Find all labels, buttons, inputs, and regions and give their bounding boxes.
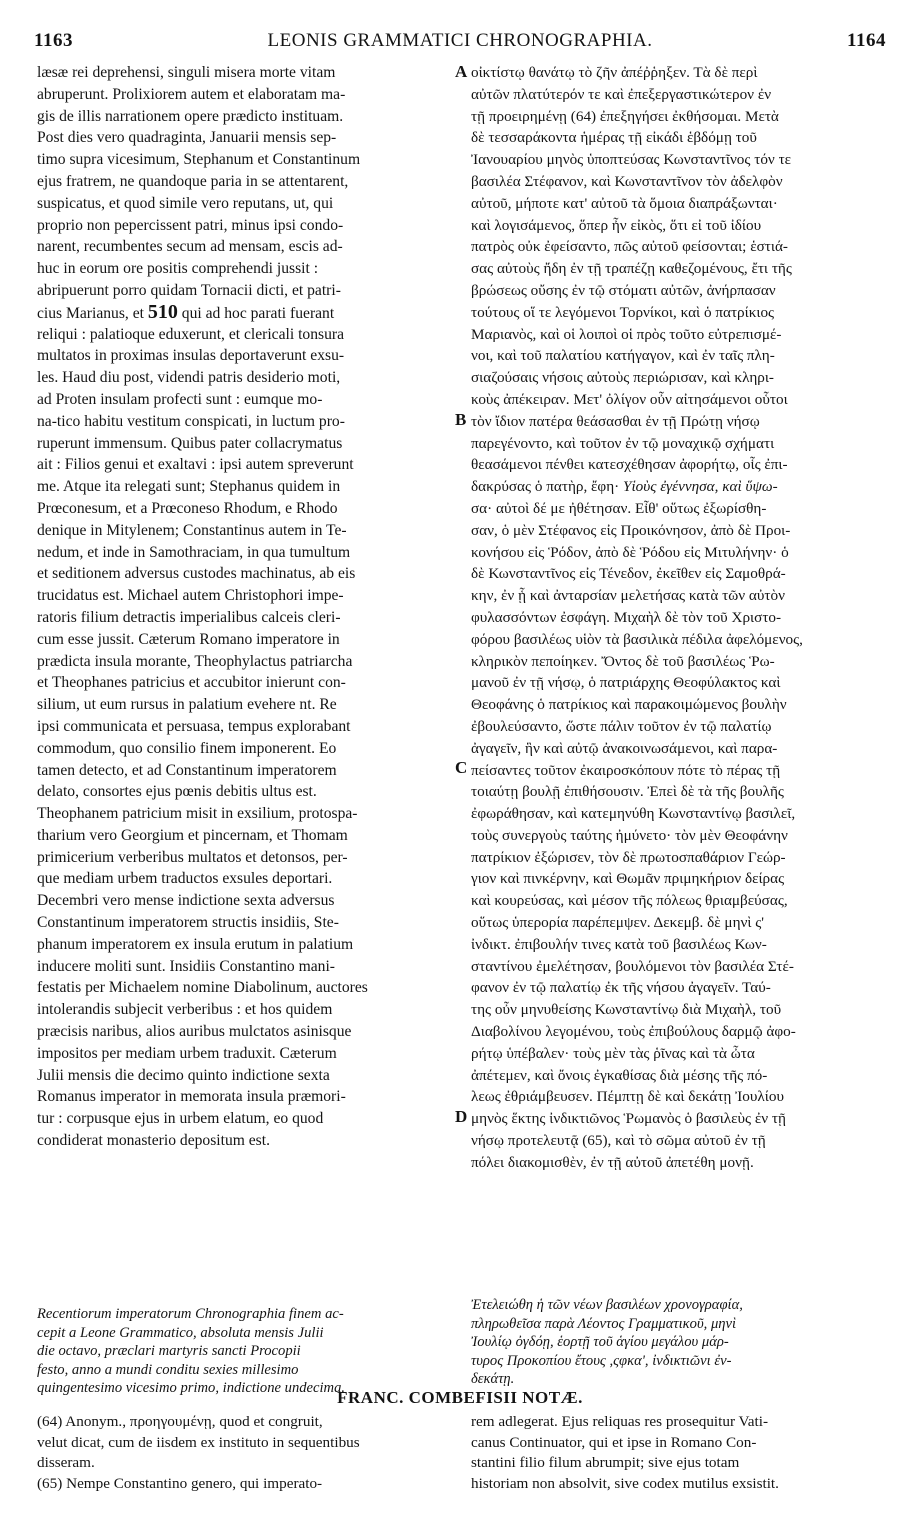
greek-text-line: σα· αὐτοὶ δέ με ἠθέτησαν. Εἶθ' οὕτως ἐξωρίσθη- bbox=[471, 499, 767, 517]
latin-text-line: inducere moliti sunt. Insidiis Constantino mani- bbox=[37, 957, 335, 975]
latin-text-line: multatos in proximas insulas deportaverunt exsu- bbox=[37, 347, 345, 365]
latin-text-line: et Theophanes patricius et accubitor inierunt con- bbox=[37, 674, 346, 692]
latin-text-line: ad Proten insulam profecti sunt : eumque mo- bbox=[37, 390, 323, 408]
latin-text-line: et seditionem adversus custodes machinatus, ab eis bbox=[37, 565, 356, 583]
note-line: disseram. bbox=[37, 1454, 95, 1472]
latin-text-line: Theophanem patricium misit in exsilium, protospa- bbox=[37, 805, 358, 823]
colophon-greek-line: Ἐτελειώθη ἡ τῶν νέων βασιλέων χρονογραφία, bbox=[471, 1297, 743, 1313]
latin-text-line: tamen detecto, et ad Constantinum imperatorem bbox=[37, 761, 337, 779]
greek-text-line: Θεοφάνης ὁ πατρίκιος καὶ παρακοιμώμενος βουλὴν bbox=[471, 696, 787, 714]
greek-text-line: ἀπέτεμεν, καὶ ὄνοις ἐγκαθίσας διὰ μέσης τῆς πό- bbox=[471, 1066, 768, 1084]
latin-text-line: Post dies vero quadraginta, Januarii mensis sep- bbox=[37, 129, 337, 147]
greek-text-line: νήσῳ προτελευτᾷ (65), καὶ τὸ σῶμα αὐτοῦ ἐν τῇ bbox=[471, 1132, 766, 1150]
greek-text-line: πείσαντες τοῦτον ἐκαιροσκόπουν πότε τὸ πέρας τῇ bbox=[471, 761, 781, 779]
greek-text-line: γιον καὶ πινκέρνην, καὶ Θωμᾶν πριμηκήριον δείρας bbox=[471, 870, 785, 888]
latin-text-line: Decembri vero mense indictione sexta adversus bbox=[37, 892, 335, 910]
margin-marker-d: D bbox=[455, 1107, 468, 1126]
greek-text-line: σαν, ὁ μὲν Στέφανος εἰς Προικόνησον, ἀπὸ δὲ Προι- bbox=[471, 521, 791, 539]
latin-text-line: nedum, et inde in Samothraciam, in qua tumultum bbox=[37, 543, 351, 561]
greek-text-line: θεασάμενοι πένθει κατεσχέθησαν ἀφορήτῳ, οἷς ἐπι- bbox=[471, 456, 788, 474]
colophon-greek-line: Ἰουλίῳ ὀγδόῃ, ἑορτῇ τοῦ ἁγίου μεγάλου μάρ- bbox=[471, 1334, 729, 1351]
greek-text-line: φανον ἐν τῷ παλατίῳ ἐκ τῆς νήσου ἀγαγεῖν. Ταύ- bbox=[471, 979, 771, 997]
colophon-greek-line: τυρος Προκοπίου ἔτους ,ςφκα', ἰνδικτιῶνι ἐν- bbox=[471, 1352, 732, 1369]
latin-text-line: prædicta insula morante, Theophylactus patriarcha bbox=[37, 652, 353, 670]
latin-text-line: tharium vero Georgium et pincernam, et Thomam bbox=[37, 826, 348, 844]
greek-text-line: παρεγένοντο, καὶ τοῦτον ἐν τῷ μοναχικῷ σχήματι bbox=[471, 434, 775, 452]
colophon-latin-line: die octavo, præclari martyris sancti Procopii bbox=[37, 1343, 301, 1360]
latin-text-line: impositos per mediam urbem traduxit. Cæterum bbox=[37, 1044, 337, 1062]
greek-text-line: σας αὐτοὺς ἤδη ἐν τῇ τραπέζῃ καθεζομένους, ἔτι τῆς bbox=[471, 260, 792, 278]
latin-text-line: delato, consortes ejus pœnis debitis ultus est. bbox=[37, 783, 317, 801]
greek-text-line: δὲ τεσσαράκοντα ἡμέρας τῇ εἰκάδι ἑβδόμῃ τοῦ bbox=[471, 129, 757, 147]
notes-left-column bbox=[37, 1412, 455, 1494]
latin-text-line: narent, recumbentes secum ad mensam, escis ad- bbox=[37, 238, 343, 256]
colophon-greek-line: πληρωθεῖσα παρὰ Λέοντος Γραμματικοῦ, μηνὶ bbox=[471, 1315, 737, 1332]
latin-text-line: ait : Filios genui et exaltavi : ipsi autem spreverunt bbox=[37, 456, 354, 474]
latin-text-line: huc in eorum ore positis comprehendi jussit : bbox=[37, 260, 319, 278]
latin-text-line: tur : corpusque ejus in urbem elatum, eo quod bbox=[37, 1110, 324, 1128]
greek-text-line: φυλασσόντων ἐσφάγη. Μιχαὴλ δὲ τὸν τοῦ Χριστο- bbox=[471, 608, 782, 626]
page-header bbox=[34, 30, 886, 58]
latin-text-line: ipsi communicata et persuasa, tempus explorabant bbox=[37, 717, 351, 735]
page-number-left: 1163 bbox=[34, 30, 73, 51]
greek-text-line: καὶ κουρεύσας, καὶ μέσον τῆς πόλεως θριαμβεύσας, bbox=[471, 892, 788, 910]
greek-column bbox=[471, 62, 887, 1174]
latin-text-line: abruperunt. Prolixiorem autem et elaboratam ma- bbox=[37, 85, 346, 103]
greek-text-line: δὲ Κωνσταντῖνος εἰς Τένεδον, ἐκεῖθεν εἰς Σαμοθρά- bbox=[471, 565, 786, 583]
greek-text-line: της οὖν μηνυθείσης Κωνσταντίνῳ διὰ Μιχαὴλ, τοῦ bbox=[471, 1001, 782, 1019]
latin-text-line: intolerandis subjecit verberibus : et hos quidem bbox=[37, 1001, 333, 1019]
greek-text-line: Διαβολίνου λεγομένου, τοὺς ἐπιβούλους δαρμῷ ἀφο- bbox=[471, 1023, 796, 1041]
greek-text-line: σταντίνου ἐμελέτησαν, βουλόμενοι τὸν βασιλέα Στέ- bbox=[471, 957, 794, 975]
greek-text-line: μανοῦ ἐν τῇ νήσῳ, ὁ πατριάρχης Θεοφύλακτος καὶ bbox=[471, 674, 781, 692]
greek-text-line: λεως ἐθριάμβευσεν. Πέμπτῃ δὲ καὶ δεκάτῃ Ἰουλίου bbox=[471, 1088, 784, 1106]
greek-text-line: τούτους οἵ τε λεγόμενοι Τορνίκοι, καὶ ὁ πατρίκιος bbox=[471, 303, 775, 321]
margin-marker-b: B bbox=[455, 410, 467, 429]
greek-text-line: τοιαύτῃ βουλῇ ἐπιθήσουσιν. Ἐπεὶ δὲ τὰ τῆς βουλῆς bbox=[471, 783, 784, 801]
note-line: historiam non absolvit, sive codex mutilus exsistit. bbox=[471, 1474, 779, 1492]
greek-line-start: δακρύσας ὁ πατὴρ, ἔφη· bbox=[471, 478, 620, 496]
colophon-latin bbox=[37, 1305, 457, 1398]
latin-text-line: Constantinum imperatorem structis insidiis, Ste- bbox=[37, 914, 339, 932]
greek-text-line: τὸν ἴδιον πατέρα θεάσασθαι ἐν τῇ Πρώτῃ νήσῳ bbox=[471, 412, 760, 430]
margin-marker-a: A bbox=[455, 62, 468, 81]
greek-text-line bbox=[471, 476, 887, 498]
latin-text-line: ruperunt immensum. Quibus pater collacrymatus bbox=[37, 434, 343, 452]
greek-text-line: ἀγαγεῖν, ἣν καὶ αὐτῷ ἀνακοινωσάμενοι, καὶ παρα- bbox=[471, 739, 778, 757]
colophon-latin-line: festo, anno a mundi conditu sexies millesimo bbox=[37, 1361, 299, 1378]
greek-text-line: βασιλέα Στέφανον, καὶ Κωνσταντῖνον τὸν ἀδελφὸν bbox=[471, 172, 783, 190]
greek-text-line: φόρου βασιλέως υἱὸν τὰ βασιλικὰ πέδιλα ἀφελόμενος, bbox=[471, 630, 803, 648]
greek-text-line: κην, ἐν ᾗ καὶ ἀνταρσίαν μελετήσας κατὰ τῶν αὐτὸν bbox=[471, 587, 785, 605]
greek-text-line: σιαζούσαις νήσοις αὐτοὺς περιώρισαν, καὶ κληρι- bbox=[471, 369, 774, 387]
greek-text-line: Μαριανὸς, καὶ οἱ λοιποὶ οἱ πρὸς τοῦτο εὐτρεπισμέ- bbox=[471, 325, 782, 343]
note-line: (64) Anonym., προηγουμένῃ, quod et congruit, bbox=[37, 1413, 323, 1430]
running-title: LEONIS GRAMMATICI CHRONOGRAPHIA. bbox=[267, 30, 653, 51]
colophon-latin-line: quingentesimo vicesimo primo, indictione undecima. bbox=[37, 1380, 346, 1397]
note-line: canus Continuator, qui et ipse in Romano Con- bbox=[471, 1433, 757, 1451]
colophon-latin-line: Recentiorum imperatorum Chronographia finem ac- bbox=[37, 1306, 344, 1322]
greek-text-line: οἰκτίστῳ θανάτῳ τὸ ζῆν ἀπέῤῥηξεν. Τὰ δὲ περὶ bbox=[471, 64, 758, 81]
greek-text-line: βρώσεως οὔσης ἐν τῷ στόματι αὐτῶν, ἀνήρπασαν bbox=[471, 281, 776, 299]
latin-text-line: Prœconesum, et a Prœconeso Rhodum, e Rhodo bbox=[37, 499, 338, 517]
greek-text-line: ἐβουλεύσαντο, ὥστε πάλιν τοῦτον ἐν τῷ παλατίῳ bbox=[471, 717, 772, 735]
latin-text-line: suspicatus, et quod simile vero reputans, ut, qui bbox=[37, 194, 334, 212]
greek-text-line: κληρικὸν πεποίηκεν. Ὄντος δὲ τοῦ βασιλέως Ῥω- bbox=[471, 652, 775, 670]
latin-text-line: primicerium verberibus multatos et detonsos, per- bbox=[37, 848, 348, 866]
greek-text-line: τοὺς συνεργοὺς ταύτης ἠμύνετο· τὸν μὲν Θεοφάνην bbox=[471, 826, 788, 844]
note-line: stantini filio filum abrumpit; sive ejus totam bbox=[471, 1454, 740, 1472]
latin-text-line: phanum imperatorem ex insula erutum in palatium bbox=[37, 935, 354, 953]
greek-text-line: κοὺς ἀπέκειραν. Μετ' ὀλίγον οὖν αἰτησάμενοι οὗτοι bbox=[471, 390, 788, 408]
latin-text-line: que mediam urbem traductos exsules deportari. bbox=[37, 870, 333, 888]
greek-text-line: Ἰανουαρίου μηνὸς ὑποπτεύσας Κωνσταντῖνος τόν τε bbox=[471, 151, 792, 169]
greek-text-line: τῇ προειρημένῃ (64) ἐπεξηγήσει ἐκθήσομαι. Μετὰ bbox=[471, 107, 779, 125]
latin-text-line: proprio non pepercissent patri, minus ipsi condo- bbox=[37, 216, 344, 234]
greek-quote: Υἱοὺς ἐγέννησα, καὶ ὕψω- bbox=[623, 478, 778, 496]
column-number-510: 510 bbox=[147, 301, 178, 323]
latin-text-line: festatis per Michaelem nomine Diabolinum, auctores bbox=[37, 979, 368, 997]
note-line: rem adlegerat. Ejus reliquas res prosequitur Vati- bbox=[471, 1413, 769, 1430]
latin-text-line: abripuerunt porro quidam Tornacii dicti, et patri- bbox=[37, 281, 341, 299]
greek-text-line: αὐτῶν πλατύτερόν τε καὶ ἐπεξεργαστικώτερον ἐν bbox=[471, 85, 772, 103]
latin-text-line: Julii mensis die decimo quinto indictione sexta bbox=[37, 1066, 330, 1084]
latin-text-line: commodum, quo consilio finem imponerent. Eo bbox=[37, 739, 337, 757]
latin-text-line: condiderat monasterio depositum est. bbox=[37, 1132, 270, 1150]
colophon-greek bbox=[471, 1296, 887, 1389]
latin-text-line: Romanus imperator in memorata insula præmori- bbox=[37, 1088, 346, 1106]
greek-text-line: αὐτοῦ, μήποτε κατ' αὐτοῦ τὰ ὅμοια διαπράξωνται· bbox=[471, 194, 778, 212]
latin-text-line bbox=[37, 302, 453, 324]
greek-text-line: ἐφωράθησαν, καὶ κατεμηνύθη Κωνσταντίνῳ βασιλεῖ, bbox=[471, 805, 796, 823]
colophon-latin-line: cepit a Leone Grammatico, absoluta mensis Julii bbox=[37, 1324, 324, 1341]
latin-text-line: læsæ rei deprehensi, singuli misera morte vitam bbox=[37, 64, 336, 81]
greek-text-line: καὶ λογισάμενος, ὅπερ ἦν εἰκὸς, ὅτι εἰ τοῦ ἰδίου bbox=[471, 216, 762, 234]
notes-right-column bbox=[471, 1412, 887, 1494]
greek-text-line: νοι, καὶ τοῦ παλατίου κατήγαγον, καὶ ἐν ταῖς πλη- bbox=[471, 347, 775, 365]
latin-text-line: silium, ut eum rursus in palatium evehere nt. Re bbox=[37, 696, 337, 714]
page-number-right: 1164 bbox=[847, 30, 886, 51]
latin-text-line: ratoris filium detractis imperialibus calceis cleri- bbox=[37, 608, 341, 626]
latin-text-line: cum esse jussit. Cæterum Romano imperatore in bbox=[37, 630, 340, 648]
latin-text-line: na-tico habitu vestitum conspicati, in luctum pro- bbox=[37, 412, 345, 430]
margin-marker-c: C bbox=[455, 758, 468, 777]
latin-text-line: gis de illis narrationem opere prædicto instituam. bbox=[37, 107, 344, 125]
greek-text-line: μηνὸς ἕκτης ἰνδικτιῶνος Ῥωμανὸς ὁ βασιλεὺς ἐν τῇ bbox=[471, 1110, 786, 1128]
greek-text-line: πατρίκιον ἐξώρισεν, τὸν δὲ πρωτοσπαθάριον Γεώρ- bbox=[471, 848, 786, 866]
latin-text-line: me. Atque ita relegati sunt; Stephanus quidem in bbox=[37, 478, 341, 496]
note-line: (65) Nempe Constantino genero, qui imperato- bbox=[37, 1474, 323, 1492]
greek-text-line: ρήτῳ ὑπέβαλεν· τοὺς μὲν τὰς ῥῖνας καὶ τὰ ὦτα bbox=[471, 1044, 755, 1062]
latin-text-line: ejus fratrem, ne quandoque paria in se attentarent, bbox=[37, 172, 349, 190]
latin-line-start: cius Marianus, et bbox=[37, 304, 144, 322]
latin-column bbox=[37, 62, 453, 1152]
latin-text-line: præcisis naribus, alios auribus mulctatos asinisque bbox=[37, 1023, 352, 1041]
note-line: velut dicat, cum de iisdem ex instituto in sequentibus bbox=[37, 1433, 360, 1451]
latin-text-line: trucidatus est. Michael autem Christophori impe- bbox=[37, 587, 344, 605]
greek-text-line: οὕτως ὑπερορία παρέπεμψεν. Δεκεμβ. δὲ μηνὶ ς' bbox=[471, 914, 765, 932]
notes-title: FRANC. COMBEFISII NOTÆ. bbox=[337, 1388, 583, 1407]
greek-text-line: κονήσου εἰς Ῥόδον, ἀπὸ δὲ Ῥόδου εἰς Μιτυλήνην· ὁ bbox=[471, 543, 789, 561]
latin-text-line: denique in Mitylenem; Constantinus autem in Te- bbox=[37, 521, 347, 539]
greek-text-line: ἰνδικτ. ἐπιβουλήν τινες κατὰ τοῦ βασιλέως Κων- bbox=[471, 935, 767, 953]
latin-text-line: timo supra vicesimum, Stephanum et Constantinum bbox=[37, 151, 361, 169]
latin-line-end: qui ad hoc parati fuerant bbox=[181, 304, 335, 322]
latin-text-line: reliqui : palatioque eduxerunt, et clericali tonsura bbox=[37, 325, 344, 343]
greek-text-line: πατρὸς οὐκ ἐφείσαντο, πῶς αὐτοῦ φείσονται; ἑστιά- bbox=[471, 238, 788, 256]
latin-text-line: les. Haud diu post, videndi patris desiderio moti, bbox=[37, 369, 341, 387]
colophon-greek-line: δεκάτῃ. bbox=[471, 1371, 515, 1388]
greek-text-line: πόλει διακομισθὲν, ἐν τῇ αὐτοῦ ἀπετέθη μονῇ. bbox=[471, 1153, 754, 1171]
